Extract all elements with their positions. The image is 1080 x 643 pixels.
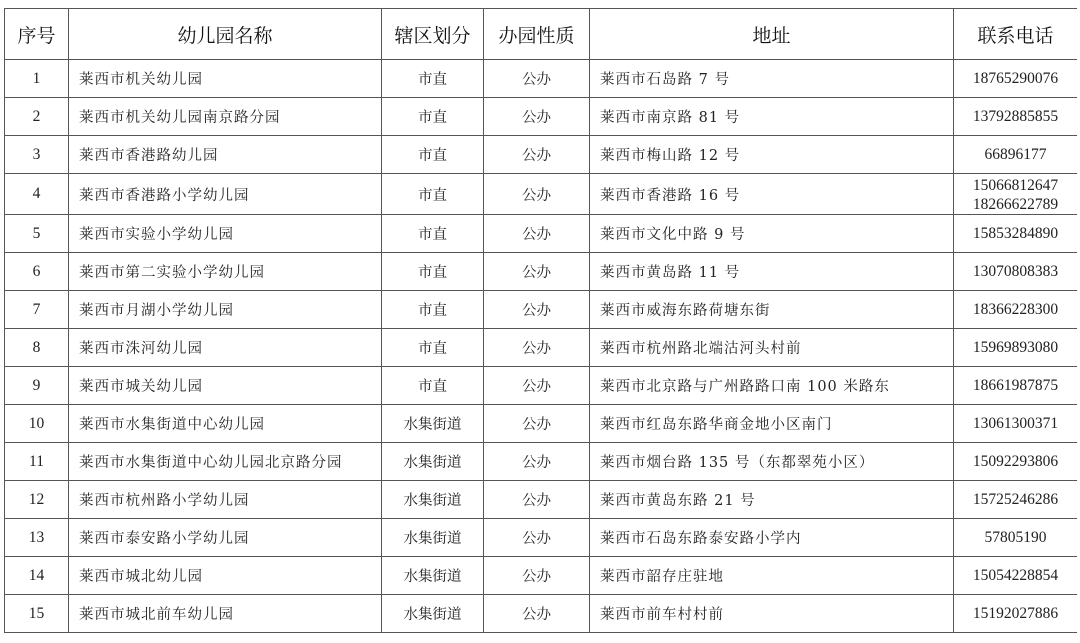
- table-body: [5, 60, 1078, 633]
- table-row: [5, 136, 1078, 174]
- district: 水集街道: [382, 595, 484, 633]
- address: 莱西市南京路 81 号: [590, 98, 954, 136]
- kindergarten-table: [4, 8, 1077, 633]
- kindergarten-name: 莱西市机关幼儿园: [69, 60, 382, 98]
- row-number: 14: [5, 557, 69, 595]
- table-row: [5, 519, 1078, 557]
- header-phone: 联系电话: [954, 9, 1078, 60]
- phone-cell: 13070808383: [954, 253, 1078, 291]
- school-type: 公办: [484, 60, 590, 98]
- row-number: 11: [5, 443, 69, 481]
- table-row: [5, 443, 1078, 481]
- district: 水集街道: [382, 481, 484, 519]
- kindergarten-name: 莱西市洙河幼儿园: [69, 329, 382, 367]
- header-address: 地址: [590, 9, 954, 60]
- table-row: [5, 60, 1078, 98]
- district: 市直: [382, 174, 484, 215]
- school-type: 公办: [484, 174, 590, 215]
- phone-cell: 15853284890: [954, 215, 1078, 253]
- district: 市直: [382, 136, 484, 174]
- school-type: 公办: [484, 367, 590, 405]
- school-type: 公办: [484, 329, 590, 367]
- row-number: 3: [5, 136, 69, 174]
- header-name: 幼儿园名称: [69, 9, 382, 60]
- district: 市直: [382, 60, 484, 98]
- kindergarten-name: 莱西市泰安路小学幼儿园: [69, 519, 382, 557]
- table-row: [5, 253, 1078, 291]
- school-type: 公办: [484, 595, 590, 633]
- row-number: 13: [5, 519, 69, 557]
- district: 市直: [382, 291, 484, 329]
- address: 莱西市黄岛东路 21 号: [590, 481, 954, 519]
- school-type: 公办: [484, 253, 590, 291]
- kindergarten-table-wrapper: [4, 8, 1077, 641]
- table-row: [5, 329, 1078, 367]
- row-number: 1: [5, 60, 69, 98]
- row-number: 9: [5, 367, 69, 405]
- phone-cell: 15092293806: [954, 443, 1078, 481]
- kindergarten-name: 莱西市水集街道中心幼儿园: [69, 405, 382, 443]
- district: 市直: [382, 329, 484, 367]
- row-number: 6: [5, 253, 69, 291]
- address: 莱西市杭州路北端沽河头村前: [590, 329, 954, 367]
- address: 莱西市红岛东路华商金地小区南门: [590, 405, 954, 443]
- address: 莱西市北京路与广州路路口南 100 米路东: [590, 367, 954, 405]
- kindergarten-name: 莱西市水集街道中心幼儿园北京路分园: [69, 443, 382, 481]
- phone-cell: 15192027886: [954, 595, 1078, 633]
- school-type: 公办: [484, 481, 590, 519]
- phone-cell: 66896177: [954, 136, 1078, 174]
- phone-cell: [954, 174, 1078, 215]
- table-row: [5, 174, 1078, 215]
- kindergarten-name: 莱西市香港路幼儿园: [69, 136, 382, 174]
- address: 莱西市石岛路 7 号: [590, 60, 954, 98]
- kindergarten-name: 莱西市月湖小学幼儿园: [69, 291, 382, 329]
- address: 莱西市香港路 16 号: [590, 174, 954, 215]
- header-district: 辖区划分: [382, 9, 484, 60]
- kindergarten-name: 莱西市城北幼儿园: [69, 557, 382, 595]
- row-number: 8: [5, 329, 69, 367]
- row-number: 12: [5, 481, 69, 519]
- phone-number: 18266622789: [972, 196, 1059, 213]
- phone-cell: 57805190: [954, 519, 1078, 557]
- address: 莱西市文化中路 9 号: [590, 215, 954, 253]
- phone-cell: 18765290076: [954, 60, 1078, 98]
- header-type: 办园性质: [484, 9, 590, 60]
- district: 市直: [382, 215, 484, 253]
- address: 莱西市石岛东路泰安路小学内: [590, 519, 954, 557]
- row-number: 7: [5, 291, 69, 329]
- district: 市直: [382, 367, 484, 405]
- kindergarten-name: 莱西市实验小学幼儿园: [69, 215, 382, 253]
- school-type: 公办: [484, 405, 590, 443]
- table-row: [5, 481, 1078, 519]
- school-type: 公办: [484, 443, 590, 481]
- phone-list: [954, 174, 1077, 214]
- kindergarten-name: 莱西市香港路小学幼儿园: [69, 174, 382, 215]
- table-row: [5, 98, 1078, 136]
- kindergarten-name: 莱西市机关幼儿园南京路分园: [69, 98, 382, 136]
- header-no: 序号: [5, 9, 69, 60]
- school-type: 公办: [484, 557, 590, 595]
- phone-cell: 13061300371: [954, 405, 1078, 443]
- school-type: 公办: [484, 291, 590, 329]
- table-row: [5, 215, 1078, 253]
- row-number: 5: [5, 215, 69, 253]
- kindergarten-name: 莱西市城北前车幼儿园: [69, 595, 382, 633]
- district: 水集街道: [382, 519, 484, 557]
- district: 水集街道: [382, 405, 484, 443]
- address: 莱西市韶存庄驻地: [590, 557, 954, 595]
- district: 水集街道: [382, 557, 484, 595]
- table-row: [5, 405, 1078, 443]
- address: 莱西市前车村村前: [590, 595, 954, 633]
- row-number: 15: [5, 595, 69, 633]
- kindergarten-name: 莱西市杭州路小学幼儿园: [69, 481, 382, 519]
- header-row: [5, 9, 1078, 60]
- school-type: 公办: [484, 519, 590, 557]
- phone-cell: 18661987875: [954, 367, 1078, 405]
- phone-number: 15066812647: [972, 177, 1059, 194]
- district: 市直: [382, 98, 484, 136]
- address: 莱西市梅山路 12 号: [590, 136, 954, 174]
- school-type: 公办: [484, 215, 590, 253]
- kindergarten-name: 莱西市城关幼儿园: [69, 367, 382, 405]
- table-row: [5, 291, 1078, 329]
- phone-cell: 15054228854: [954, 557, 1078, 595]
- phone-cell: 15725246286: [954, 481, 1078, 519]
- district: 水集街道: [382, 443, 484, 481]
- table-row: [5, 595, 1078, 633]
- address: 莱西市威海东路荷塘东街: [590, 291, 954, 329]
- row-number: 4: [5, 174, 69, 215]
- row-number: 2: [5, 98, 69, 136]
- table-row: [5, 557, 1078, 595]
- table-row: [5, 367, 1078, 405]
- address: 莱西市烟台路 135 号（东都翠苑小区）: [590, 443, 954, 481]
- district: 市直: [382, 253, 484, 291]
- school-type: 公办: [484, 98, 590, 136]
- row-number: 10: [5, 405, 69, 443]
- kindergarten-name: 莱西市第二实验小学幼儿园: [69, 253, 382, 291]
- school-type: 公办: [484, 136, 590, 174]
- phone-cell: 13792885855: [954, 98, 1078, 136]
- phone-cell: 15969893080: [954, 329, 1078, 367]
- phone-cell: 18366228300: [954, 291, 1078, 329]
- address: 莱西市黄岛路 11 号: [590, 253, 954, 291]
